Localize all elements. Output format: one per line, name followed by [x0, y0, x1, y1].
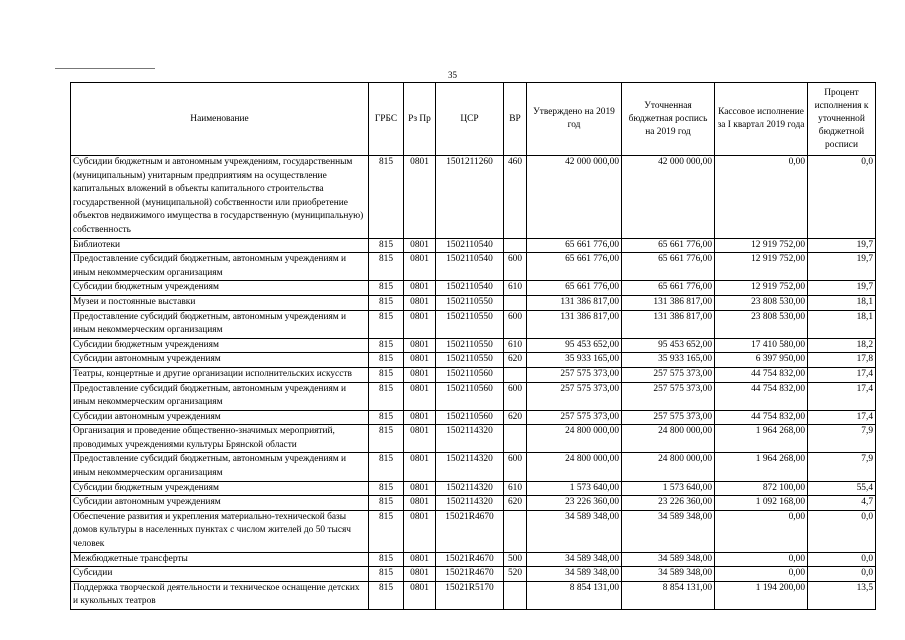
cell-vr: 620: [504, 410, 527, 425]
cell-csr: 15021R4670: [436, 567, 504, 582]
header-approved: Утверждено на 2019 год: [527, 83, 622, 156]
cell-rzpr: 0801: [404, 567, 436, 582]
cell-approved: 35 933 165,00: [527, 353, 622, 368]
cell-percent: 7,9: [808, 425, 876, 453]
cell-grbs: 815: [369, 382, 404, 410]
cell-vr: 600: [504, 382, 527, 410]
cell-cash: 0,00: [715, 156, 808, 239]
table-row: [71, 481, 876, 496]
cell-vr: 600: [504, 310, 527, 338]
cell-rzpr: 0801: [404, 253, 436, 281]
cell-approved: 8 854 131,00: [527, 581, 622, 609]
header-name: Наименование: [71, 83, 369, 156]
cell-vr: [504, 510, 527, 552]
cell-name: Театры, концертные и другие организации исполнительских искусств: [71, 367, 369, 382]
cell-rzpr: 0801: [404, 295, 436, 310]
cell-csr: 1502114320: [436, 453, 504, 481]
table-row: [71, 338, 876, 353]
cell-cash: 0,00: [715, 552, 808, 567]
cell-name: Предоставление субсидий бюджетным, автономным учреждениям и иным некоммерческим организациям: [71, 310, 369, 338]
cell-approved: 34 589 348,00: [527, 510, 622, 552]
cell-refined: 42 000 000,00: [622, 156, 715, 239]
cell-refined: 131 386 817,00: [622, 295, 715, 310]
cell-rzpr: 0801: [404, 338, 436, 353]
header-percent: Процент исполнения к уточненной бюджетной росписи: [808, 83, 876, 156]
cell-percent: 17,8: [808, 353, 876, 368]
cell-grbs: 815: [369, 238, 404, 253]
cell-csr: 1502110540: [436, 253, 504, 281]
cell-name: Организация и проведение общественно-значимых мероприятий, проводимых учреждениями культуры Брянской области: [71, 425, 369, 453]
header-row: [71, 83, 876, 156]
cell-percent: 55,4: [808, 481, 876, 496]
cell-cash: 12 919 752,00: [715, 281, 808, 296]
cell-rzpr: 0801: [404, 481, 436, 496]
cell-rzpr: 0801: [404, 496, 436, 511]
cell-approved: 257 575 373,00: [527, 410, 622, 425]
budget-table: [70, 82, 876, 610]
cell-refined: 35 933 165,00: [622, 353, 715, 368]
cell-vr: 600: [504, 253, 527, 281]
cell-vr: [504, 425, 527, 453]
cell-rzpr: 0801: [404, 410, 436, 425]
cell-cash: 0,00: [715, 510, 808, 552]
cell-csr: 1502114320: [436, 496, 504, 511]
cell-cash: 1 964 268,00: [715, 425, 808, 453]
cell-rzpr: 0801: [404, 552, 436, 567]
cell-refined: 95 453 652,00: [622, 338, 715, 353]
table-row: [71, 510, 876, 552]
cell-grbs: 815: [369, 353, 404, 368]
cell-grbs: 815: [369, 367, 404, 382]
cell-csr: 1502114320: [436, 481, 504, 496]
cell-grbs: 815: [369, 552, 404, 567]
cell-refined: 257 575 373,00: [622, 367, 715, 382]
cell-vr: [504, 295, 527, 310]
cell-csr: 1502110560: [436, 410, 504, 425]
cell-cash: 0,00: [715, 567, 808, 582]
cell-grbs: 815: [369, 156, 404, 239]
cell-grbs: 815: [369, 310, 404, 338]
cell-approved: 257 575 373,00: [527, 367, 622, 382]
header-vr: ВР: [504, 83, 527, 156]
top-rule: [55, 68, 155, 69]
cell-approved: 24 800 000,00: [527, 453, 622, 481]
cell-cash: 17 410 580,00: [715, 338, 808, 353]
cell-refined: 24 800 000,00: [622, 453, 715, 481]
cell-approved: 65 661 776,00: [527, 281, 622, 296]
cell-rzpr: 0801: [404, 581, 436, 609]
cell-percent: 13,5: [808, 581, 876, 609]
cell-percent: 0,0: [808, 156, 876, 239]
cell-percent: 17,4: [808, 367, 876, 382]
cell-name: Субсидии бюджетным учреждениям: [71, 481, 369, 496]
cell-csr: 1502114320: [436, 425, 504, 453]
table-row: [71, 496, 876, 511]
cell-approved: 24 800 000,00: [527, 425, 622, 453]
cell-vr: 600: [504, 453, 527, 481]
cell-cash: 6 397 950,00: [715, 353, 808, 368]
cell-csr: 1502110560: [436, 367, 504, 382]
cell-grbs: 815: [369, 481, 404, 496]
cell-percent: 17,4: [808, 410, 876, 425]
cell-approved: 131 386 817,00: [527, 310, 622, 338]
cell-csr: 15021R4670: [436, 510, 504, 552]
cell-rzpr: 0801: [404, 425, 436, 453]
cell-name: Субсидии: [71, 567, 369, 582]
cell-percent: 19,7: [808, 238, 876, 253]
cell-vr: 620: [504, 496, 527, 511]
cell-approved: 42 000 000,00: [527, 156, 622, 239]
cell-rzpr: 0801: [404, 453, 436, 481]
cell-rzpr: 0801: [404, 382, 436, 410]
cell-csr: 1502110550: [436, 338, 504, 353]
cell-grbs: 815: [369, 510, 404, 552]
table-row: [71, 567, 876, 582]
cell-cash: 12 919 752,00: [715, 253, 808, 281]
cell-vr: 460: [504, 156, 527, 239]
header-csr: ЦСР: [436, 83, 504, 156]
table-row: [71, 238, 876, 253]
cell-approved: 23 226 360,00: [527, 496, 622, 511]
cell-csr: 15021R4670: [436, 552, 504, 567]
header-cash: Кассовое исполнение за I квартал 2019 года: [715, 83, 808, 156]
cell-csr: 1502110540: [436, 281, 504, 296]
cell-vr: 500: [504, 552, 527, 567]
cell-cash: 23 808 530,00: [715, 295, 808, 310]
cell-csr: 1502110540: [436, 238, 504, 253]
table-row: [71, 367, 876, 382]
cell-percent: 18,1: [808, 310, 876, 338]
cell-approved: 1 573 640,00: [527, 481, 622, 496]
cell-grbs: 815: [369, 581, 404, 609]
cell-grbs: 815: [369, 567, 404, 582]
cell-percent: 0,0: [808, 510, 876, 552]
cell-percent: 0,0: [808, 567, 876, 582]
table-row: [71, 281, 876, 296]
cell-name: Поддержка творческой деятельности и техническое оснащение детских и кукольных театров: [71, 581, 369, 609]
cell-name: Предоставление субсидий бюджетным, автономным учреждениям и иным некоммерческим организациям: [71, 253, 369, 281]
table-row: [71, 425, 876, 453]
cell-name: Субсидии бюджетным учреждениям: [71, 338, 369, 353]
cell-percent: 0,0: [808, 552, 876, 567]
cell-grbs: 815: [369, 338, 404, 353]
cell-grbs: 815: [369, 496, 404, 511]
cell-vr: 610: [504, 338, 527, 353]
cell-cash: 872 100,00: [715, 481, 808, 496]
cell-name: Обеспечение развития и укрепления материально-технической базы домов культуры в населенных пунктах с числом жителей до 50 тысяч человек: [71, 510, 369, 552]
cell-percent: 19,7: [808, 253, 876, 281]
cell-name: Музеи и постоянные выставки: [71, 295, 369, 310]
cell-refined: 257 575 373,00: [622, 410, 715, 425]
cell-name: Субсидии бюджетным учреждениям: [71, 281, 369, 296]
cell-cash: 1 092 168,00: [715, 496, 808, 511]
table-row: [71, 310, 876, 338]
cell-refined: 131 386 817,00: [622, 310, 715, 338]
cell-refined: 23 226 360,00: [622, 496, 715, 511]
cell-refined: 8 854 131,00: [622, 581, 715, 609]
cell-name: Субсидии автономным учреждениям: [71, 410, 369, 425]
cell-cash: 23 808 530,00: [715, 310, 808, 338]
cell-name: Библиотеки: [71, 238, 369, 253]
cell-name: Межбюджетные трансферты: [71, 552, 369, 567]
cell-percent: 19,7: [808, 281, 876, 296]
cell-percent: 7,9: [808, 453, 876, 481]
cell-rzpr: 0801: [404, 510, 436, 552]
table-row: [71, 295, 876, 310]
cell-grbs: 815: [369, 295, 404, 310]
cell-grbs: 815: [369, 453, 404, 481]
cell-refined: 1 573 640,00: [622, 481, 715, 496]
cell-csr: 1502110550: [436, 310, 504, 338]
cell-approved: 65 661 776,00: [527, 253, 622, 281]
cell-grbs: 815: [369, 281, 404, 296]
cell-name: Субсидии автономным учреждениям: [71, 353, 369, 368]
table-row: [71, 253, 876, 281]
cell-rzpr: 0801: [404, 156, 436, 239]
cell-refined: 34 589 348,00: [622, 552, 715, 567]
cell-vr: 610: [504, 281, 527, 296]
cell-vr: 520: [504, 567, 527, 582]
cell-cash: 1 194 200,00: [715, 581, 808, 609]
cell-name: Предоставление субсидий бюджетным, автономным учреждениям и иным некоммерческим организациям: [71, 453, 369, 481]
cell-grbs: 815: [369, 410, 404, 425]
table-row: [71, 382, 876, 410]
cell-cash: 44 754 832,00: [715, 367, 808, 382]
page-number: 35: [448, 70, 457, 80]
cell-csr: 1501211260: [436, 156, 504, 239]
table-row: [71, 552, 876, 567]
cell-approved: 131 386 817,00: [527, 295, 622, 310]
cell-vr: 620: [504, 353, 527, 368]
cell-approved: 34 589 348,00: [527, 567, 622, 582]
cell-percent: 18,1: [808, 295, 876, 310]
cell-name: Предоставление субсидий бюджетным, автономным учреждениям и иным некоммерческим организациям: [71, 382, 369, 410]
cell-refined: 34 589 348,00: [622, 510, 715, 552]
cell-grbs: 815: [369, 253, 404, 281]
header-refined: Уточненная бюджетная роспись на 2019 год: [622, 83, 715, 156]
cell-csr: 1502110550: [436, 295, 504, 310]
cell-vr: [504, 367, 527, 382]
cell-percent: 17,4: [808, 382, 876, 410]
cell-refined: 65 661 776,00: [622, 253, 715, 281]
cell-rzpr: 0801: [404, 281, 436, 296]
cell-grbs: 815: [369, 425, 404, 453]
table-row: [71, 410, 876, 425]
cell-name: Субсидии бюджетным и автономным учреждениям, государственным (муниципальным) унитарным предприятиям на осуществление капитальных вложений в объекты капитального строительства государственной (муниципальной) собственности или приобретение объектов недвижимого имущества в государственную (муниципальную) собственность: [71, 156, 369, 239]
cell-refined: 257 575 373,00: [622, 382, 715, 410]
cell-rzpr: 0801: [404, 310, 436, 338]
cell-vr: 610: [504, 481, 527, 496]
header-rzpr: Рз Пр: [404, 83, 436, 156]
cell-cash: 44 754 832,00: [715, 410, 808, 425]
table-row: [71, 156, 876, 239]
cell-cash: 44 754 832,00: [715, 382, 808, 410]
cell-refined: 65 661 776,00: [622, 238, 715, 253]
table-row: [71, 581, 876, 609]
cell-percent: 4,7: [808, 496, 876, 511]
cell-rzpr: 0801: [404, 353, 436, 368]
cell-vr: [504, 581, 527, 609]
cell-rzpr: 0801: [404, 367, 436, 382]
cell-name: Субсидии автономным учреждениям: [71, 496, 369, 511]
cell-rzpr: 0801: [404, 238, 436, 253]
cell-approved: 65 661 776,00: [527, 238, 622, 253]
header-grbs: ГРБС: [369, 83, 404, 156]
cell-cash: 1 964 268,00: [715, 453, 808, 481]
cell-approved: 257 575 373,00: [527, 382, 622, 410]
table-row: [71, 353, 876, 368]
cell-refined: 34 589 348,00: [622, 567, 715, 582]
cell-csr: 1502110550: [436, 353, 504, 368]
cell-percent: 18,2: [808, 338, 876, 353]
cell-approved: 34 589 348,00: [527, 552, 622, 567]
cell-approved: 95 453 652,00: [527, 338, 622, 353]
cell-vr: [504, 238, 527, 253]
cell-cash: 12 919 752,00: [715, 238, 808, 253]
cell-refined: 65 661 776,00: [622, 281, 715, 296]
cell-csr: 1502110560: [436, 382, 504, 410]
cell-csr: 15021R5170: [436, 581, 504, 609]
cell-refined: 24 800 000,00: [622, 425, 715, 453]
table-row: [71, 453, 876, 481]
